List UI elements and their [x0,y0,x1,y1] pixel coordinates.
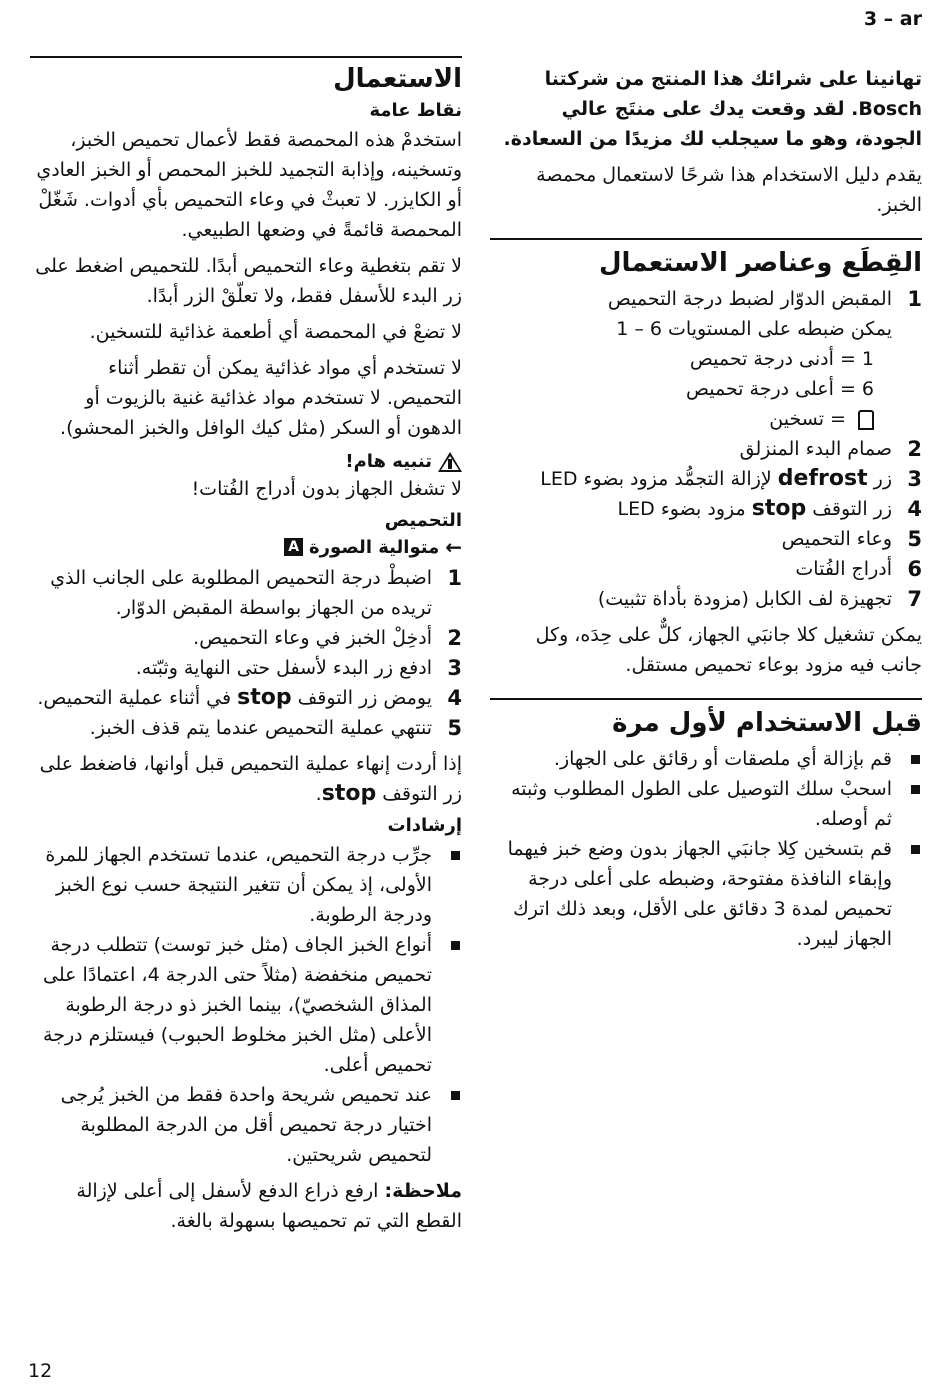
list-item-text: عند تحميص شريحة واحدة فقط من الخبز يُرجى اختيار درجة تحميص أقل من الدرجة المطلوبة لتحميص شريحتين. [60,1084,432,1166]
step-text: أدخِلْ الخبز في وعاء التحميص. [193,627,432,649]
step-item [30,653,462,683]
level-max: 6 = أعلى درجة تحميص [685,378,874,400]
parts-list [490,284,922,614]
warning-title: تنبيه هام! [345,451,432,472]
item-number: 4 [907,497,922,521]
list-item [490,834,922,954]
tips-list [30,840,462,1170]
usage-title: الاستعمال [333,64,462,94]
list-item [490,744,922,774]
item-number: 5 [907,527,922,551]
parts-item-4 [490,494,922,524]
level-min: 1 = أدنى درجة تحميص [689,348,874,370]
bullet-icon [911,755,920,764]
step-number: 1 [447,566,462,590]
parts-item-3 [490,464,922,494]
item-text: تجهيزة لف الكابل (مزودة بأداة تثبيت) [597,588,892,610]
step-item [30,713,462,743]
parts-item-7 [490,584,922,614]
heat-icon [858,410,874,430]
stop-keyword: stop [751,496,807,521]
parts-item-6 [490,554,922,584]
item-number: 7 [907,587,922,611]
list-item-text: قم بإزالة أي ملصقات أو رقائق على الجهاز. [553,748,892,770]
section-divider [490,698,922,700]
step-number: 4 [447,686,462,710]
step-number: 5 [447,716,462,740]
page-number: 12 [28,1360,53,1382]
note-label: ملاحظة: [384,1180,462,1202]
list-item [30,930,462,1080]
cancel-text: . [315,783,322,805]
sequence-label [30,535,462,559]
levels-list [490,344,892,434]
section-divider [30,56,462,58]
intro-congrats: تهانينا على شرائك هذا المنتج من شركتنا Bosch. لقد وقعت يدك على منتَج عالي الجودة، وهو ما سيجلب لك مزيدًا من السعادة. [503,68,922,150]
level-heat-label: = تسخين [769,408,846,430]
first-use-list [490,744,922,954]
item-text: وعاء التحميص [781,528,892,550]
tips-title: إرشادات [387,815,462,836]
left-column [30,56,462,1242]
item-detail: يمكن ضبطه على المستويات 6 – 1 [616,318,892,340]
warning-heading [30,451,462,472]
page-language-id: 3 – ar [863,8,922,30]
bullet-icon [451,1091,460,1100]
general-paragraph: لا تستخدم أي مواد غذائية يمكن أن تقطر أثناء التحميص. لا تستخدم مواد غذائية غنية بالزيوت أو الدهون أو السكر (مثل كيك الوافل والخبز المحشو). [60,357,462,439]
item-number: 2 [907,437,922,461]
cancel-paragraph [30,749,462,809]
list-item [490,774,922,834]
step-text: تنتهي عملية التحميص عندما يتم قذف الخبز. [89,717,432,739]
bullet-icon [451,851,460,860]
list-item-text: جرِّب درجة التحميص، عندما تستخدم الجهاز للمرة الأولى، إذ يمكن أن تتغير النتيجة حسب نوع الخبز ودرجة الرطوبة. [45,844,432,926]
step-number: 2 [447,626,462,650]
general-paragraph: لا تقم بتغطية وعاء التحميص أبدًا. للتحميص اضغط على زر البدء للأسفل فقط، ولا تعلّقْ الزر أبدًا. [35,255,462,307]
item-text: المقبض الدوّار لضبط درجة التحميص [607,288,892,310]
parts-item-2 [490,434,922,464]
note-text: ارفع ذراع الدفع لأسفل إلى أعلى لإزالة القطع التي تم تحميصها بسهولة بالغة. [76,1180,462,1232]
note-paragraph [30,1176,462,1236]
step-item [30,623,462,653]
step-text: ادفع زر البدء لأسفل حتى النهاية وثبّته. [135,657,432,679]
step-text: يومض زر التوقف [291,687,432,709]
step-text: اضبطْ درجة التحميص المطلوبة على الجانب الذي تريده من الجهاز بواسطة المقبض الدوّار. [50,567,432,619]
toast-steps [30,563,462,743]
stop-keyword: stop [321,781,377,806]
bullet-icon [911,785,920,794]
arrow-left-icon: ← [445,535,462,559]
general-paragraph: استخدمْ هذه المحمصة فقط لأعمال تحميص الخبز، وتسخينه، وإذابة التجميد للخبز المحمص أو الخبز العادي أو الكايزر. لا تعبثْ في وعاء التحميص بأي أدوات. شَغّلْ المحمصة قائمةً في وضعها الطبيعي. [36,129,462,241]
list-item [30,840,462,930]
stop-keyword: stop [237,685,292,710]
bullet-icon [451,941,460,950]
parts-note: يمكن تشغيل كلا جانبَي الجهاز، كلٌّ على حِدَه، وكل جانب فيه مزود بوعاء تحميص مستقل. [535,624,922,676]
step-number: 3 [447,656,462,680]
intro-guide: يقدم دليل الاستخدام هذا شرحًا لاستعمال محمصة الخبز. [536,164,922,216]
section-divider [490,238,922,240]
warning-icon [438,452,462,472]
warning-text: لا تشغل الجهاز بدون أدراج الفُتات! [191,478,462,500]
parts-item-1 [490,284,922,434]
figure-badge: A [284,538,303,556]
item-text: أدراج الفُتات [795,558,892,580]
defrost-keyword: defrost [777,466,868,491]
first-use-section [490,698,922,954]
level-heat [490,404,874,434]
sequence-text: متوالية الصورة [309,536,440,558]
item-number: 1 [907,287,922,311]
step-text: في أثناء عملية التحميص. [37,687,238,709]
list-item-text: أنواع الخبز الجاف (مثل خبز توست) تتطلب درجة تحميص منخفضة (مثلاً حتى الدرجة 4، اعتمادًا على المذاق الشخصيّ)، بينما الخبز ذو درجة الرطوبة الأعلى (مثل الخبز مخلوط الحبوب) فيستلزم درجة تحميص أعلى. [43,934,432,1076]
toast-title: التحميص [384,510,462,531]
cancel-text: إذا أردت إنهاء عملية التحميص قبل أوانها، فاضغط على زر التوقف [39,753,462,805]
right-column [490,64,922,960]
general-paragraph: لا تضعْ في المحمصة أي أطعمة غذائية للتسخين. [89,321,462,343]
step-item [30,683,462,713]
list-item [30,1080,462,1170]
item-text: مزود بضوء LED [617,498,752,520]
bullet-icon [911,845,920,854]
list-item-text: اسحبْ سلك التوصيل على الطول المطلوب وثبته ثم أوصله. [511,778,892,830]
item-text: لإزالة التجمُّد مزود بضوء LED [540,468,778,490]
list-item-text: قم بتسخين كِلا جانبَي الجهاز بدون وضع خبز فيهما وإبقاء النافذة مفتوحة، وضبطه على أعلى درجة تحميص لمدة 3 دقائق على الأقل، وبعد ذلك اترك الجهاز ليبرد. [507,838,892,950]
item-text: صمام البدء المنزلق [739,438,892,460]
item-text: زر التوقف [806,498,892,520]
first-use-title: قبل الاستخدام لأول مرة [612,708,922,738]
general-title: نقاط عامة [369,100,462,121]
item-number: 3 [907,467,922,491]
parts-item-5 [490,524,922,554]
item-text: زر [867,468,892,490]
parts-title: القِطَع وعناصر الاستعمال [598,248,922,278]
step-item [30,563,462,623]
item-number: 6 [907,557,922,581]
parts-section [490,238,922,680]
